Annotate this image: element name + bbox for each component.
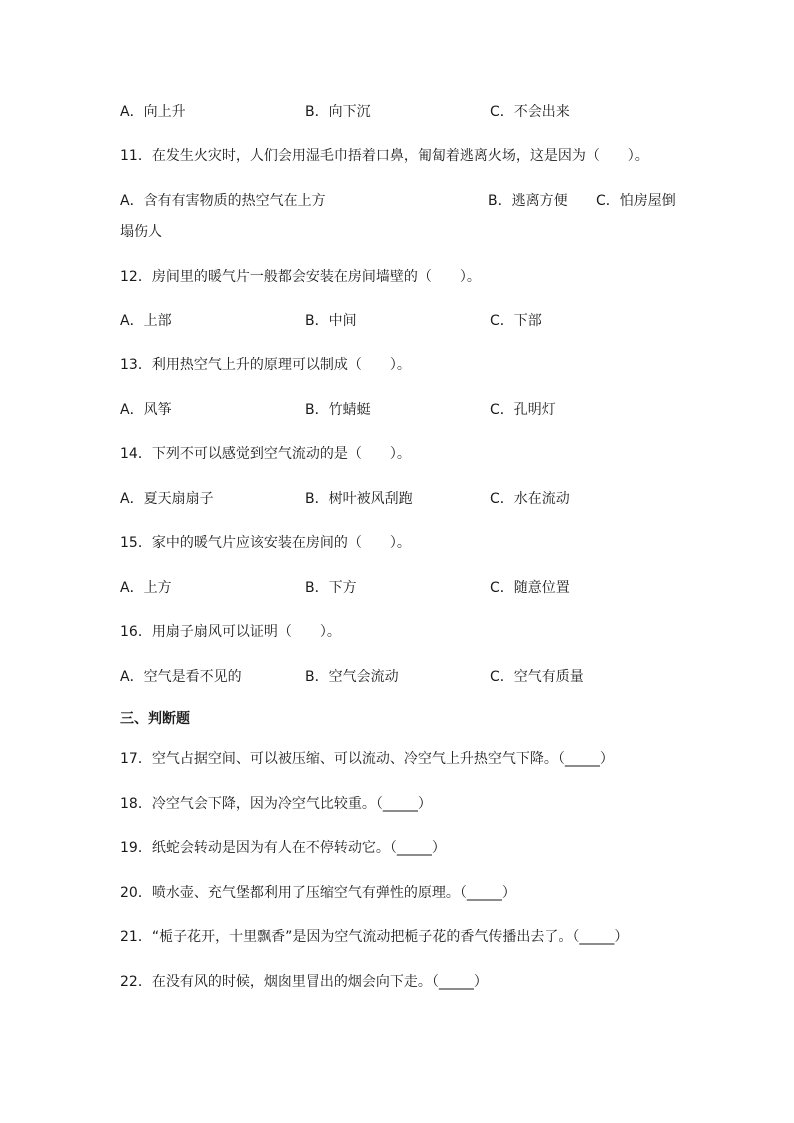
option-b: B．树叶被风刮跑 — [305, 491, 413, 507]
option-a: A．空气是看不见的 — [120, 669, 242, 685]
question-text: 20．喷水壶、充气堡都利用了压缩空气有弹性的原理。（_____） — [120, 885, 516, 901]
question-text: 19．纸蛇会转动是因为有人在不停转动它。（_____） — [120, 840, 446, 856]
option-c: C．水在流动 — [490, 491, 570, 507]
question-text: 16．用扇子扇风可以证明（ ）。 — [120, 624, 341, 640]
question-text: 15．家中的暖气片应该安装在房间的（ ）。 — [120, 535, 411, 551]
question-text: 18．冷空气会下降，因为冷空气比较重。（_____） — [120, 796, 432, 812]
question-text: 17．空气占据空间、可以被压缩、可以流动、冷空气上升热空气下降。（_____） — [120, 751, 614, 767]
option-b: B．竹蜻蜓 — [305, 402, 371, 418]
option-c: C．怕房屋倒 — [596, 193, 676, 209]
option-continuation: 塌伤人 — [120, 224, 162, 240]
section-heading: 三、判断题 — [120, 711, 190, 727]
option-b: B．空气会流动 — [305, 669, 399, 685]
option-c: C．空气有质量 — [490, 669, 584, 685]
option-c: C．随意位置 — [490, 580, 570, 596]
option-a: A．上方 — [120, 580, 172, 596]
option-b: B．中间 — [305, 313, 357, 329]
question-text: 13．利用热空气上升的原理可以制成（ ）。 — [120, 357, 411, 373]
option-a: A．含有有害物质的热空气在上方 — [120, 193, 326, 209]
option-a: A．上部 — [120, 313, 172, 329]
option-a: A．向上升 — [120, 104, 186, 120]
question-text: 22．在没有风的时候，烟囱里冒出的烟会向下走。（_____） — [120, 974, 488, 990]
question-text: 11．在发生火灾时，人们会用湿毛巾捂着口鼻，匍匐着逃离火场，这是因为（ ）。 — [120, 148, 649, 164]
option-b: B．向下沉 — [305, 104, 371, 120]
option-c: C．不会出来 — [490, 104, 570, 120]
option-a: A．风筝 — [120, 402, 172, 418]
option-b: B．下方 — [305, 580, 357, 596]
option-b: B．逃离方便 — [488, 193, 568, 209]
question-text: 21．“栀子花开，十里飘香”是因为空气流动把栀子花的香气传播出去了。（_____） — [120, 929, 629, 945]
question-text: 14．下列不可以感觉到空气流动的是（ ）。 — [120, 446, 411, 462]
option-a: A．夏天扇扇子 — [120, 491, 214, 507]
option-c: C．孔明灯 — [490, 402, 556, 418]
option-c: C．下部 — [490, 313, 542, 329]
question-text: 12．房间里的暖气片一般都会安装在房间墙壁的（ ）。 — [120, 269, 481, 285]
